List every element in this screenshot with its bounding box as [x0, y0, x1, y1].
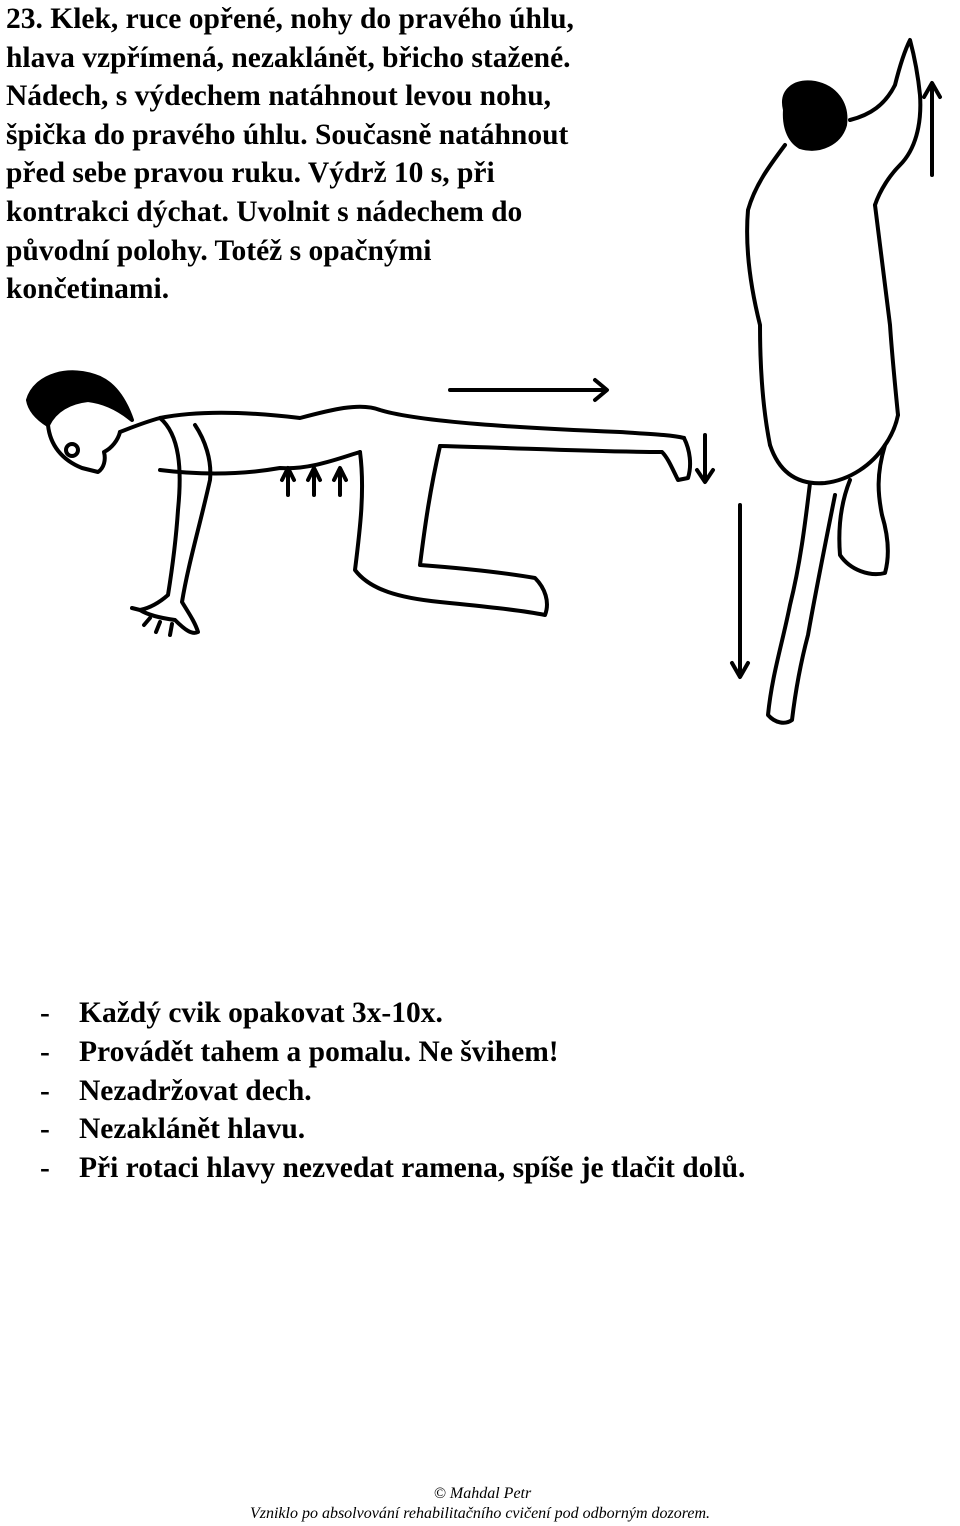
page-footer — [0, 1484, 960, 1524]
kneeling-person-top-view-illustration — [700, 25, 960, 745]
exercise-description — [6, 0, 666, 309]
exercise-line: původní polohy. Totéž s opačnými — [6, 234, 432, 267]
footer-note: Vzniklo po absolvování rehabilitačního cvičení pod odborným dozorem. — [249, 1505, 711, 1522]
footer-author: © Mahdal Petr — [433, 1485, 532, 1502]
exercise-line: špička do pravého úhlu. Současně natáhnout — [6, 118, 569, 151]
list-dash: - — [40, 1113, 50, 1146]
exercise-line: kontrakci dýchat. Uvolnit s nádechem do — [6, 195, 523, 228]
exercise-line: 23. Klek, ruce opřené, nohy do pravého úhlu, — [6, 3, 574, 35]
notes-list — [40, 994, 745, 1188]
list-item — [40, 1149, 745, 1188]
exercise-line: Nádech, s výdechem natáhnout levou nohu, — [6, 80, 552, 113]
list-item-text: Nezadržovat dech. — [79, 1074, 312, 1107]
list-item-text: Při rotaci hlavy nezvedat ramena, spíše je tlačit dolů. — [79, 1152, 746, 1185]
exercise-line: před sebe pravou ruku. Výdrž 10 s, při — [6, 157, 495, 190]
list-dash: - — [40, 1074, 50, 1107]
list-item — [40, 1072, 745, 1111]
list-item-text: Provádět tahem a pomalu. Ne švihem! — [79, 1035, 559, 1068]
list-item-text: Nezaklánět hlavu. — [79, 1113, 306, 1146]
list-dash: - — [40, 997, 50, 1029]
list-item — [40, 994, 745, 1033]
list-dash: - — [40, 1035, 50, 1068]
kneeling-person-side-view-illustration — [0, 340, 720, 670]
list-dash: - — [40, 1152, 50, 1185]
list-item — [40, 1033, 745, 1072]
exercise-line: hlava vzpřímená, nezaklánět, břicho stažené. — [6, 41, 571, 74]
list-item-text: Každý cvik opakovat 3x-10x. — [79, 997, 443, 1029]
exercise-line: končetinami. — [6, 273, 170, 306]
list-item — [40, 1110, 745, 1149]
